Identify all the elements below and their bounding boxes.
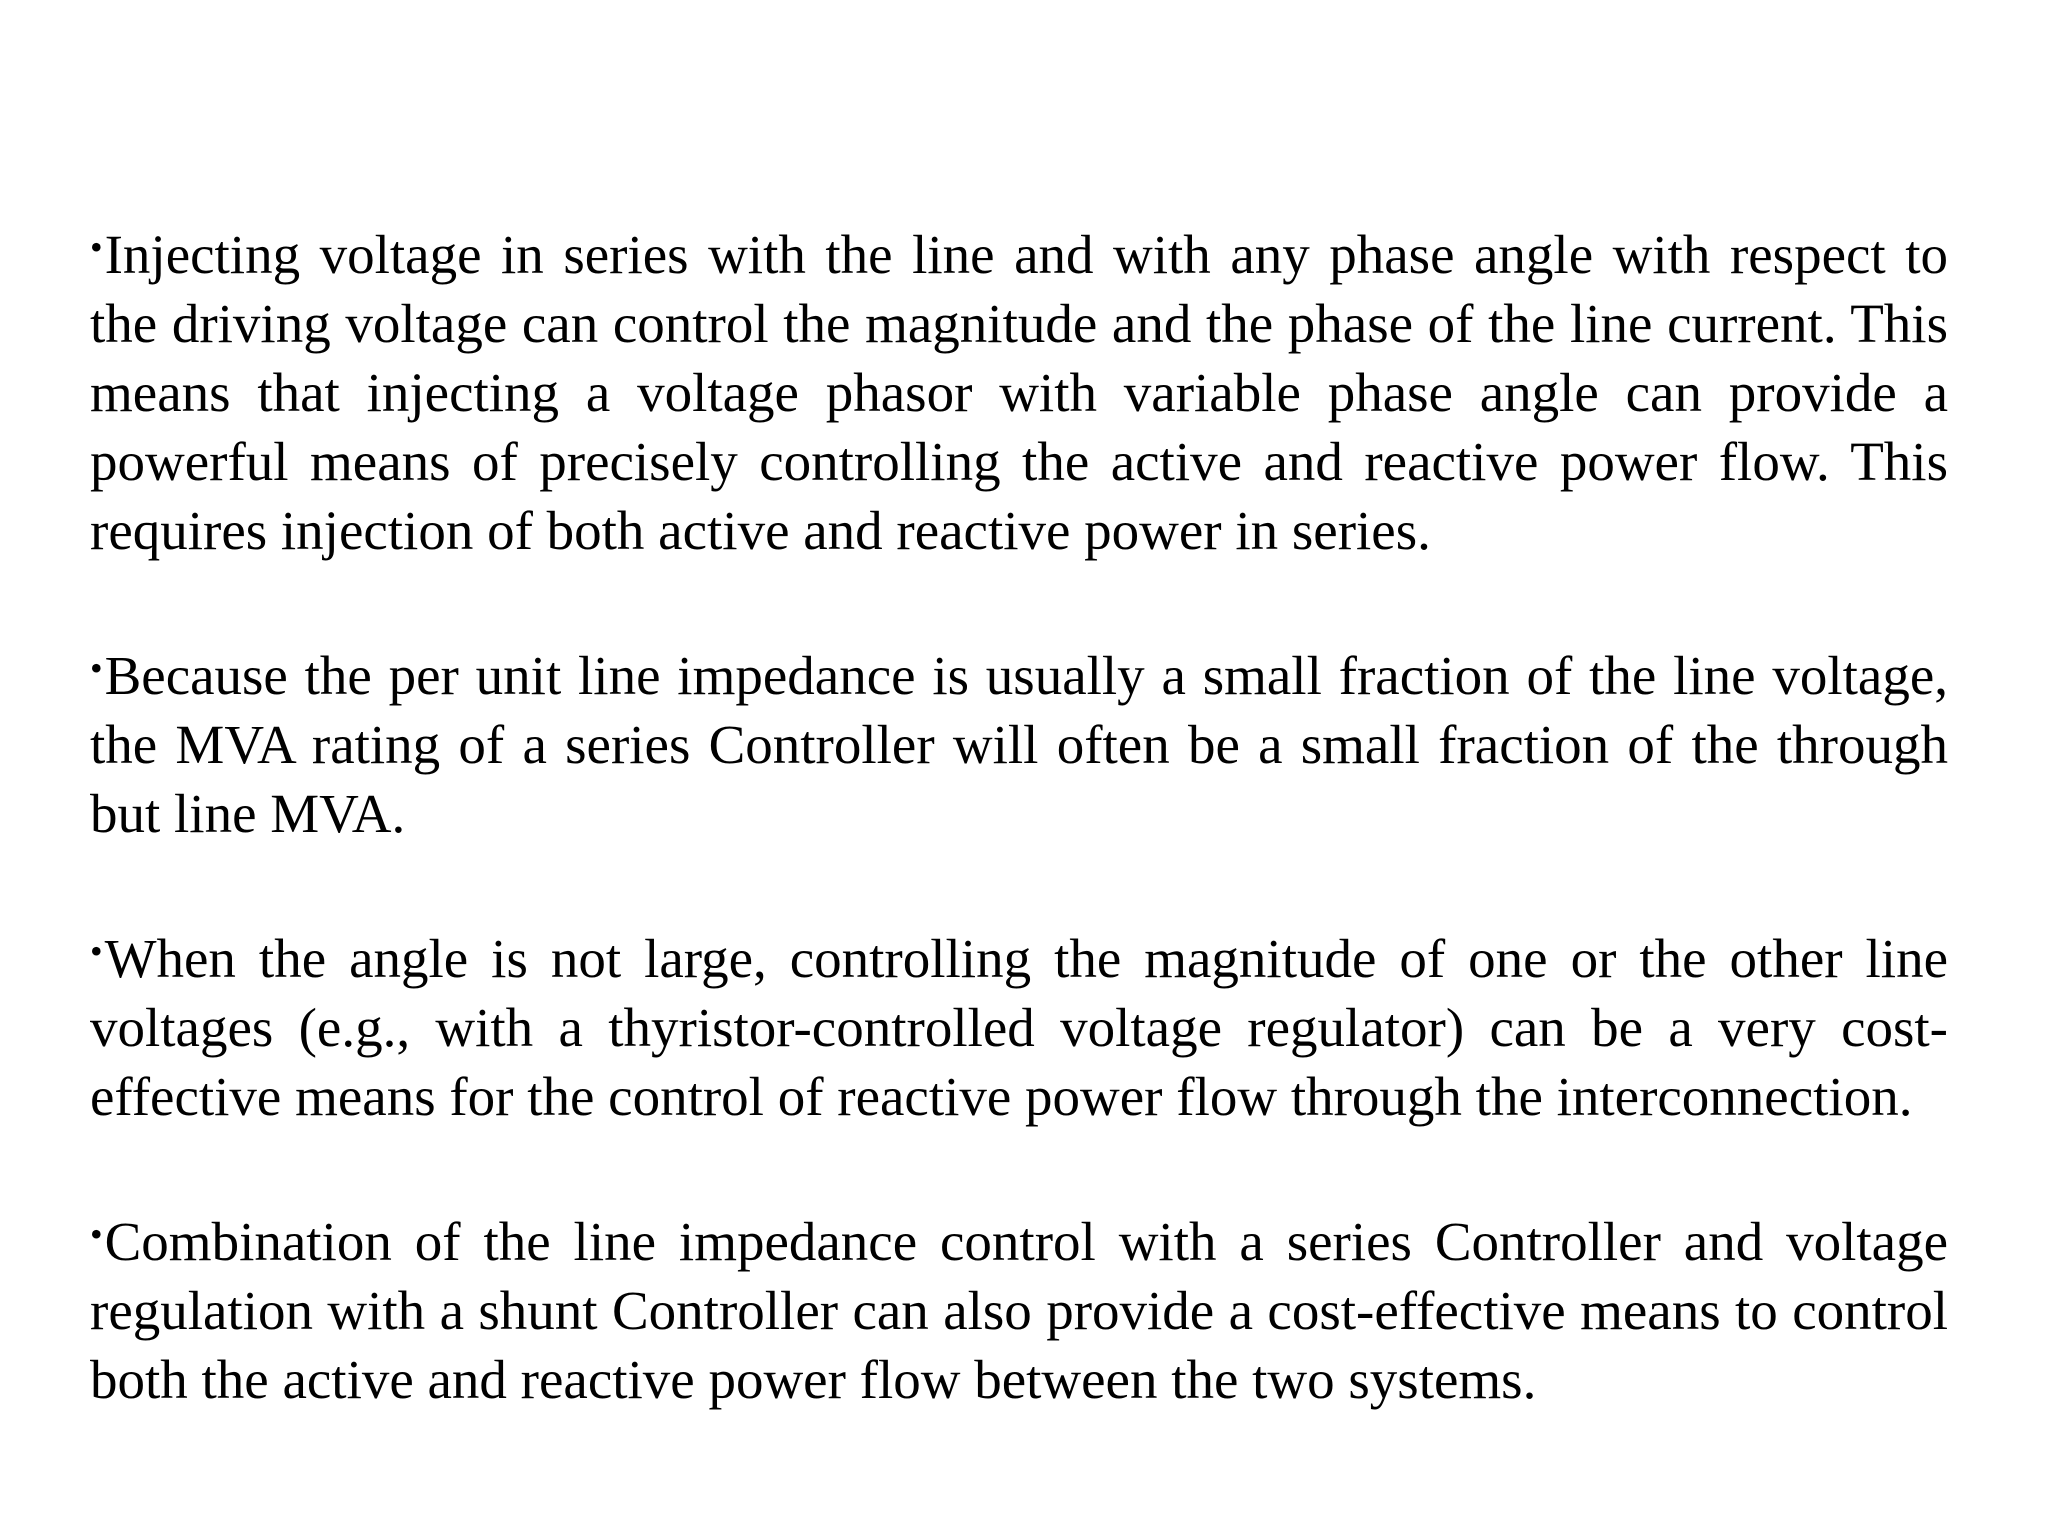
bullet-paragraph-1 [90, 213, 1948, 565]
bullet-paragraph-3 [90, 917, 1948, 1131]
bullet-icon: • [90, 227, 103, 267]
bullet-icon: • [90, 648, 103, 688]
paragraph-text: Injecting voltage in series with the line and with any phase angle with respect to the driving voltage can control the magnitude and the phase of the line current. This means that injecting a voltage phasor with variable phase angle can provide a powerful means of precisely controlling the active and reactive power flow. This requires injection of both active and reactive power in series. [90, 224, 1948, 561]
bullet-paragraph-4 [90, 1200, 1948, 1414]
slide-body [90, 213, 1948, 1414]
paragraph-text: Because the per unit line impedance is usually a small fraction of the line voltage, the MVA rating of a series Controller will often be a small fraction of the through but line MVA. [90, 645, 1948, 844]
paragraph-text: When the angle is not large, controlling the magnitude of one or the other line voltages (e.g., with a thyristor-controlled voltage regulator) can be a very cost-effective means for the control of reactive power flow through the interconnection. [90, 928, 1948, 1127]
bullet-paragraph-2 [90, 634, 1948, 848]
bullet-icon: • [90, 1214, 103, 1254]
bullet-icon: • [90, 931, 103, 971]
paragraph-text: Combination of the line impedance control with a series Controller and voltage regulation with a shunt Controller can also provide a cost-effective means to control both the active and reactive power flow between the two systems. [90, 1211, 1948, 1410]
